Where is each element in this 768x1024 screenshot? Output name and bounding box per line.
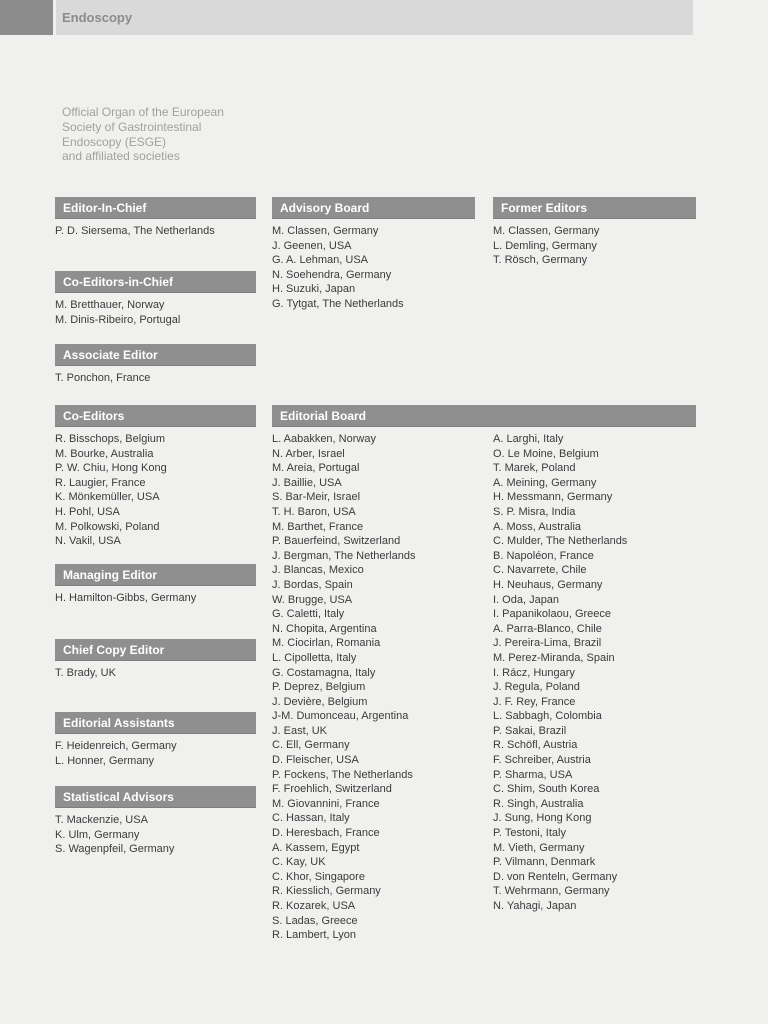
- member-name: C. Navarrete, Chile: [493, 564, 587, 577]
- member-name: G. Costamagna, Italy: [272, 666, 376, 679]
- subtitle-line: Society of Gastrointestinal: [62, 119, 202, 134]
- member-name: D. Heresbach, France: [272, 827, 380, 840]
- editorial-board-column-1: [272, 432, 487, 943]
- member-name: R. Singh, Australia: [493, 797, 584, 810]
- member-list: [55, 432, 256, 549]
- section-header-bar: [55, 197, 256, 219]
- section-title: Editor-In-Chief: [63, 201, 147, 215]
- member-name: C. Shim, South Korea: [493, 783, 600, 796]
- section-header-bar: [272, 405, 696, 427]
- member-name: L. Cipolletta, Italy: [272, 651, 357, 664]
- member-name: J. F. Rey, France: [493, 695, 576, 708]
- member-name: J. Geenen, USA: [272, 239, 352, 252]
- section-chief-copy-editor: [55, 639, 256, 681]
- member-list: [55, 739, 256, 768]
- member-name: R. Schöfl, Austria: [493, 739, 578, 752]
- member-name: F. Froehlich, Switzerland: [272, 783, 392, 796]
- member-name: R. Kozarek, USA: [272, 900, 356, 912]
- member-name: N. Vakil, USA: [55, 535, 121, 548]
- member-list: [55, 666, 256, 681]
- member-name: H. Pohl, USA: [55, 505, 120, 518]
- member-name: H. Neuhaus, Germany: [493, 578, 603, 591]
- member-name: P. Bauerfeind, Switzerland: [272, 535, 401, 548]
- subtitle-line: Endoscopy (ESGE): [62, 134, 167, 149]
- section-title: Co-Editors: [63, 409, 125, 423]
- member-name: H. Suzuki, Japan: [272, 283, 356, 296]
- member-name: C. Ell, Germany: [272, 739, 350, 752]
- member-list: [55, 591, 256, 606]
- member-name: S. P. Misra, India: [493, 505, 576, 518]
- member-name: J. Bergman, The Netherlands: [272, 549, 416, 562]
- member-name: T. Ponchon, France: [55, 372, 151, 384]
- member-name: C. Hassan, Italy: [272, 812, 350, 825]
- member-name: C. Mulder, The Netherlands: [493, 535, 628, 548]
- member-name: I. Rácz, Hungary: [493, 666, 575, 679]
- member-list: [55, 298, 256, 327]
- member-name: P. W. Chiu, Hong Kong: [55, 462, 167, 475]
- member-name: T. Wehrmann, Germany: [493, 885, 610, 898]
- member-name: S. Ladas, Greece: [272, 914, 358, 927]
- member-name: W. Brugge, USA: [272, 593, 353, 606]
- member-name: M. Ciocirlan, Romania: [272, 637, 381, 650]
- member-name: L. Sabbagh, Colombia: [493, 710, 602, 723]
- member-name: P. Sharma, USA: [493, 768, 573, 781]
- subtitle-line: Official Organ of the European: [62, 105, 224, 119]
- journal-title: Endoscopy: [62, 10, 133, 25]
- member-name: J. Devière, Belgium: [272, 695, 368, 708]
- member-name: A. Meining, Germany: [493, 476, 597, 489]
- member-name: A. Parra-Blanco, Chile: [493, 622, 602, 635]
- member-name: J. Pereira-Lima, Brazil: [493, 637, 602, 650]
- member-name: R. Lambert, Lyon: [272, 929, 356, 942]
- member-name: F. Heidenreich, Germany: [55, 740, 177, 752]
- member-name: J. Bordas, Spain: [272, 578, 353, 591]
- member-name: P. D. Siersema, The Netherlands: [55, 225, 215, 237]
- journal-subtitle: [62, 105, 224, 164]
- member-name: M. Barthet, France: [272, 520, 364, 533]
- section-header-bar: [55, 344, 256, 366]
- member-name: M. Dinis-Ribeiro, Portugal: [55, 313, 181, 326]
- member-name: H. Hamilton-Gibbs, Germany: [55, 592, 197, 604]
- member-name: O. Le Moine, Belgium: [493, 447, 599, 460]
- member-name: J-M. Dumonceau, Argentina: [272, 710, 409, 723]
- section-co-editors-in-chief: [55, 271, 256, 327]
- member-name: G. A. Lehman, USA: [272, 254, 368, 267]
- member-name: P. Sakai, Brazil: [493, 724, 567, 737]
- member-name: C. Kay, UK: [272, 856, 326, 869]
- subtitle-line: and affiliated societies: [62, 149, 180, 164]
- section-title: Chief Copy Editor: [63, 643, 165, 657]
- member-name: M. Perez-Miranda, Spain: [493, 651, 615, 664]
- section-title: Statistical Advisors: [63, 790, 174, 804]
- member-name: A. Kassem, Egypt: [272, 841, 360, 854]
- section-advisory-board: [272, 197, 475, 312]
- section-editorial-assistants: [55, 712, 256, 768]
- member-list: [493, 224, 696, 268]
- member-name: K. Mönkemüller, USA: [55, 491, 160, 504]
- member-name: T. Mackenzie, USA: [55, 814, 148, 826]
- member-name: M. Giovannini, France: [272, 797, 380, 810]
- member-list: [55, 371, 256, 386]
- member-name: A. Larghi, Italy: [493, 433, 564, 445]
- member-name: J. Blancas, Mexico: [272, 564, 364, 577]
- member-name: A. Moss, Australia: [493, 520, 582, 533]
- member-name: P. Fockens, The Netherlands: [272, 768, 413, 781]
- member-name: G. Caletti, Italy: [272, 608, 345, 621]
- member-name: M. Classen, Germany: [493, 225, 600, 237]
- section-header-bar: [493, 197, 696, 219]
- member-name: G. Tytgat, The Netherlands: [272, 297, 404, 310]
- member-name: P. Deprez, Belgium: [272, 681, 366, 694]
- member-name: P. Vilmann, Denmark: [493, 856, 596, 869]
- section-header-bar: [55, 639, 256, 661]
- section-title: Former Editors: [501, 201, 588, 215]
- member-name: D. Fleischer, USA: [272, 754, 359, 767]
- member-name: J. Sung, Hong Kong: [493, 812, 592, 825]
- member-name: C. Khor, Singapore: [272, 870, 365, 883]
- member-name: F. Schreiber, Austria: [493, 754, 591, 767]
- editorial-board-column-2: [493, 432, 696, 914]
- member-name: T. Brady, UK: [55, 667, 116, 679]
- member-name: M. Classen, Germany: [272, 225, 379, 237]
- member-name: K. Ulm, Germany: [55, 828, 140, 841]
- member-name: M. Areia, Portugal: [272, 462, 360, 475]
- member-name: N. Yahagi, Japan: [493, 900, 577, 912]
- member-name: N. Chopita, Argentina: [272, 622, 377, 635]
- member-name: J. Baillie, USA: [272, 476, 342, 489]
- section-managing-editor: [55, 564, 256, 606]
- member-name: P. Testoni, Italy: [493, 827, 566, 840]
- member-list: [55, 224, 256, 239]
- member-name: T. H. Baron, USA: [272, 505, 356, 518]
- member-name: B. Napoléon, France: [493, 549, 594, 562]
- member-name: M. Polkowski, Poland: [55, 520, 160, 533]
- member-name: S. Wagenpfeil, Germany: [55, 843, 175, 856]
- member-name: T. Rösch, Germany: [493, 254, 588, 267]
- member-name: L. Honner, Germany: [55, 754, 155, 767]
- corner-logo-square: [0, 0, 53, 35]
- section-editor-in-chief: [55, 197, 256, 239]
- member-name: M. Bretthauer, Norway: [55, 299, 165, 311]
- member-name: J. East, UK: [272, 724, 328, 737]
- section-associate-editor: [55, 344, 256, 386]
- section-header-bar: [55, 271, 256, 293]
- member-name: H. Messmann, Germany: [493, 491, 613, 504]
- section-title: Managing Editor: [63, 568, 157, 582]
- section-header-bar: [55, 564, 256, 586]
- section-title: Editorial Assistants: [63, 716, 175, 730]
- member-name: R. Bisschops, Belgium: [55, 433, 166, 445]
- section-header-bar: [272, 197, 475, 219]
- section-former-editors: [493, 197, 696, 268]
- member-name: M. Vieth, Germany: [493, 841, 585, 854]
- member-name: T. Marek, Poland: [493, 462, 576, 475]
- section-title: Co-Editors-in-Chief: [63, 275, 173, 289]
- member-name: I. Oda, Japan: [493, 593, 560, 606]
- member-name: L. Demling, Germany: [493, 239, 597, 252]
- journal-title-bar: [56, 0, 693, 35]
- member-name: N. Soehendra, Germany: [272, 268, 392, 281]
- member-list: [272, 224, 475, 312]
- member-name: R. Laugier, France: [55, 476, 146, 489]
- member-name: S. Bar-Meir, Israel: [272, 491, 361, 504]
- member-name: N. Arber, Israel: [272, 447, 345, 460]
- section-title: Editorial Board: [280, 409, 367, 423]
- section-title: Advisory Board: [280, 201, 370, 215]
- section-header-bar: [55, 405, 256, 427]
- section-co-editors: [55, 405, 256, 549]
- section-statistical-advisors: [55, 786, 256, 857]
- member-name: R. Kiesslich, Germany: [272, 885, 381, 898]
- section-editorial-board: [272, 405, 696, 942]
- member-name: L. Aabakken, Norway: [272, 433, 376, 445]
- section-header-bar: [55, 712, 256, 734]
- section-header-bar: [55, 786, 256, 808]
- member-name: M. Bourke, Australia: [55, 447, 154, 460]
- section-title: Associate Editor: [63, 348, 158, 362]
- member-list: [55, 813, 256, 857]
- member-name: I. Papanikolaou, Greece: [493, 608, 612, 621]
- member-name: D. von Renteln, Germany: [493, 870, 618, 883]
- member-name: J. Regula, Poland: [493, 681, 580, 694]
